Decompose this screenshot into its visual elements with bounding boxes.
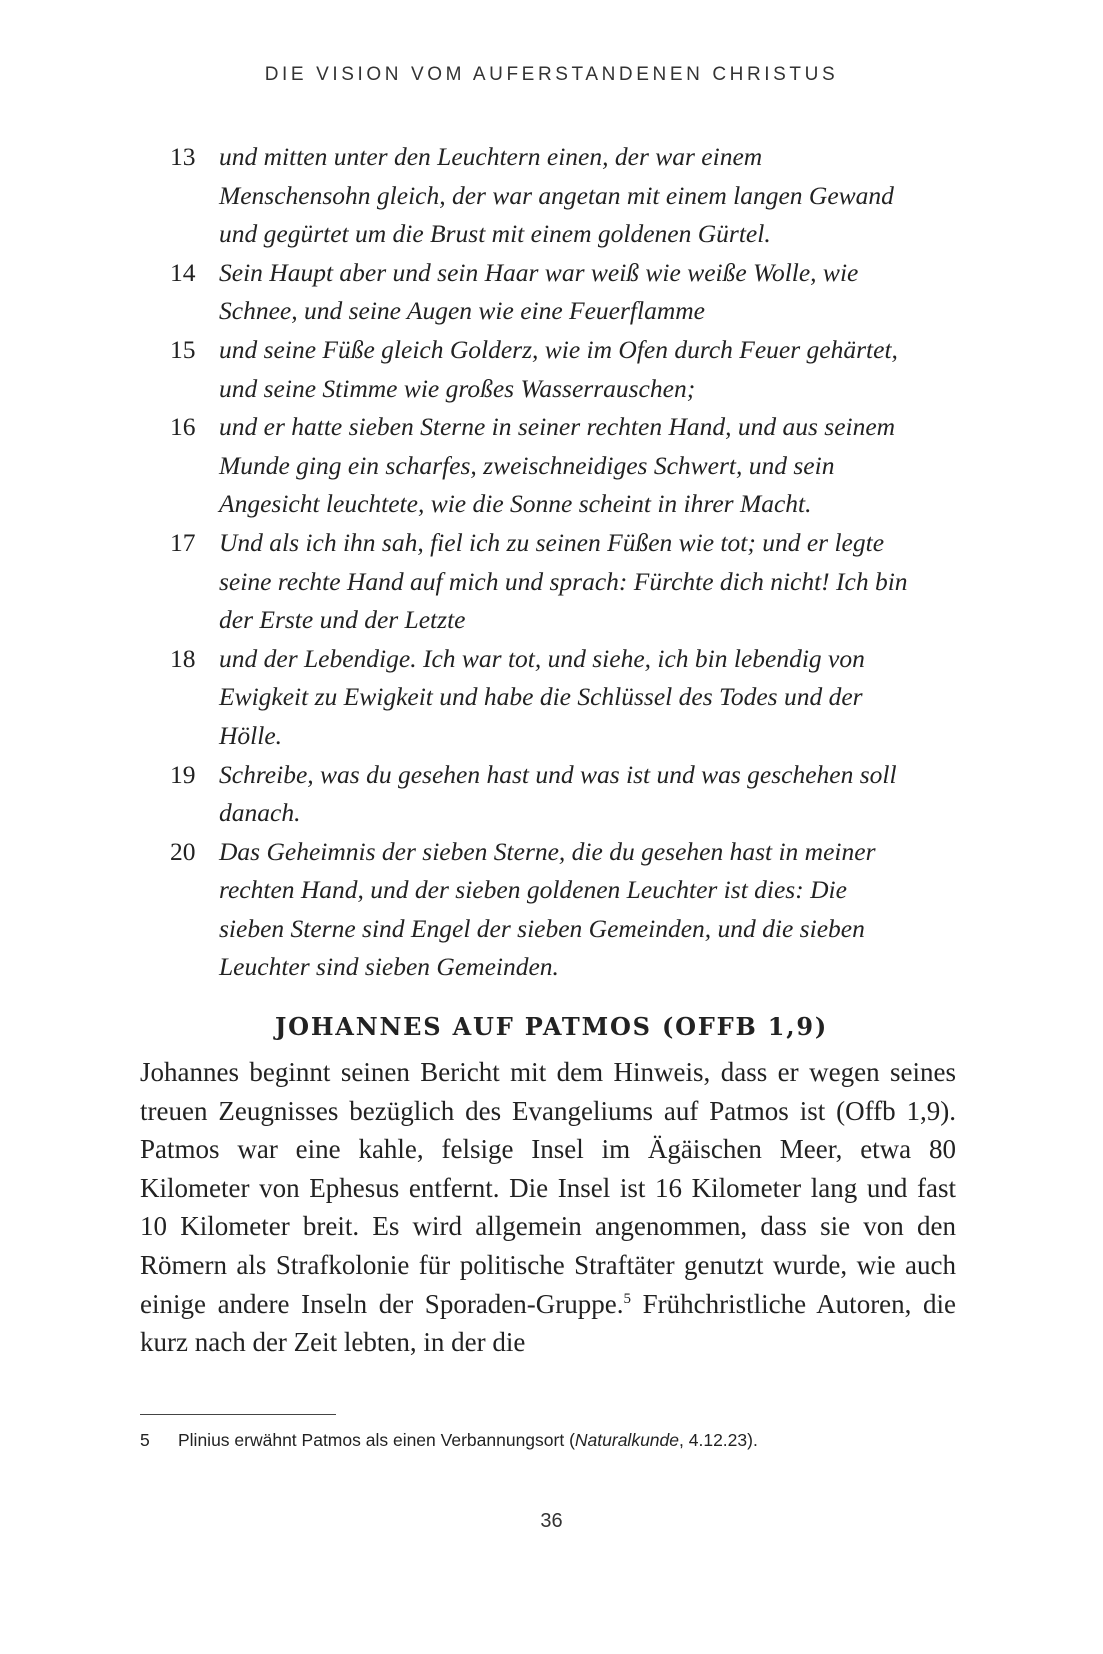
- verse-text: Und als ich ihn sah, fiel ich zu seinen Füßen wie tot; und er legte seine rechte Hand auf mich und sprach: Fürchte dich nicht! Ich bin der Erste und der Letzte: [219, 527, 908, 635]
- verse-text: und seine Füße gleich Golderz, wie im Ofen durch Feuer gehärtet, und seine Stimme wie großes Wasserrauschen;: [219, 334, 898, 403]
- body-text-part: Johannes beginnt seinen Bericht mit dem Hinweis, dass er wegen seines treuen Zeugnisses bezüglich des Evangeliums auf Patmos ist (Offb 1,9). Patmos war eine kahle, felsige Insel im Ägäischen Meer, etwa 80 Kilometer von Ephesus entfernt. Die Insel ist 16 Kilometer lang und fast 10 Kilometer breit. Es wird allgemein angenommen, dass sie von den Römern als Strafkolonie für politische Straftäter genutzt wurde, wie auch einige andere Inseln der Sporaden-Gruppe.: [140, 1057, 956, 1319]
- verse-number: 17: [170, 527, 196, 557]
- footnote-number: 5: [140, 1430, 150, 1450]
- verse-18: [170, 640, 915, 756]
- verse-list: [170, 138, 915, 987]
- verse-number: 20: [170, 836, 196, 866]
- footnote-text-part: Plinius erwähnt Patmos als einen Verbannungsort (: [178, 1430, 575, 1450]
- verse-number: 15: [170, 334, 196, 364]
- verse-14: [170, 254, 915, 331]
- section-heading: JOHANNES AUF PATMOS (OFFB 1,9): [274, 1012, 829, 1041]
- footnote-text-part: , 4.12.23).: [679, 1430, 758, 1450]
- verse-16: [170, 408, 915, 524]
- footnote-text: [178, 1428, 758, 1452]
- footnote-divider: [140, 1414, 336, 1415]
- verse-number: 18: [170, 643, 196, 673]
- verse-19: [170, 756, 915, 833]
- verse-number: 19: [170, 759, 196, 789]
- body-paragraph: [140, 1053, 956, 1362]
- running-head: DIE VISION VOM AUFERSTANDENEN CHRISTUS: [264, 64, 839, 85]
- verse-15: [170, 331, 915, 408]
- verse-number: 16: [170, 412, 196, 442]
- footnote-title: Naturalkunde: [574, 1430, 680, 1450]
- verse-text: und mitten unter den Leuchtern einen, der war einem Menschensohn gleich, der war angetan mit einem langen Gewand und gegürtet um die Brust mit einem goldenen Gürtel.: [219, 142, 894, 249]
- footnote: [140, 1428, 956, 1452]
- verse-number: 13: [170, 142, 196, 171]
- verse-17: [170, 524, 915, 640]
- verse-number: 14: [170, 257, 196, 287]
- verse-text: Sein Haupt aber und sein Haar war weiß wie weiße Wolle, wie Schnee, und seine Augen wie eine Feuerflamme: [219, 257, 859, 326]
- verse-text: Das Geheimnis der sieben Sterne, die du gesehen hast in meiner rechten Hand, und der sieben goldenen Leuchter ist dies: Die sieben Sterne sind Engel der sieben Gemeinden, und die sieben Leuchter sind sieben Gemeinden.: [219, 836, 876, 982]
- verse-13: [170, 138, 915, 254]
- footnote-reference[interactable]: 5: [623, 1290, 631, 1307]
- verse-text: und der Lebendige. Ich war tot, und siehe, ich bin lebendig von Ewigkeit zu Ewigkeit und habe die Schlüssel des Todes und der Hölle.: [219, 643, 865, 750]
- verse-text: Schreibe, was du gesehen hast und was ist und was geschehen soll danach.: [219, 759, 897, 828]
- body-text-part: Frühchristliche Autoren, die kurz nach der Zeit lebten, in der die: [140, 1288, 957, 1358]
- page-number: 36: [540, 1510, 563, 1532]
- verse-text: und er hatte sieben Sterne in seiner rechten Hand, und aus seinem Munde ging ein scharfes, zweischneidiges Schwert, und sein Angesicht leuchtete, wie die Sonne scheint in ihrer Macht.: [219, 412, 896, 519]
- verse-20: [170, 833, 915, 987]
